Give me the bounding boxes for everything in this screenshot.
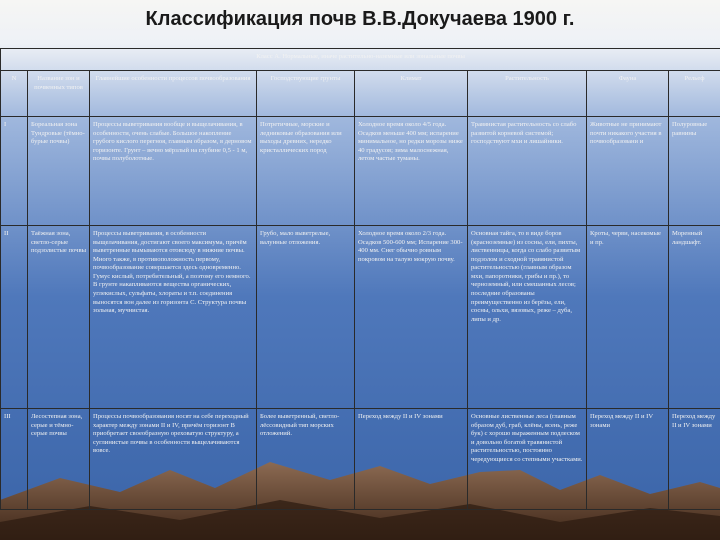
- cell-number: III: [1, 409, 28, 510]
- cell-fauna: Переход между II и IV зонами: [587, 409, 669, 510]
- cell-zone: Таёжная зона, светло-серые подзолистые почвы: [28, 226, 90, 409]
- cell-relief: Переход между II и IV зонами: [669, 409, 720, 510]
- header-zone: Название зон и почвенных типов: [28, 71, 90, 117]
- cell-grounds: Потретичные, морские и ледниковые образования или выходы древних, нередко кристаллических пород: [257, 117, 355, 226]
- table-caption: Класс А. Нормальные, иначе растительно-наземные или зональные почвы: [1, 49, 720, 71]
- cell-relief: Моренный ландшафт.: [669, 226, 720, 409]
- cell-climate: Переход между II и IV зонами: [355, 409, 468, 510]
- cell-vegetation: Основные лиственные леса (главным образом дуб, граб, клёны, ясень, реже бук) с хорошо выраженным подлеском и довольно богатой травянистой растительностью, постоянно чередующиеся со степными участками.: [468, 409, 587, 510]
- slide-title: Классификация почв В.В.Докучаева 1900 г.: [145, 8, 575, 30]
- cell-number: II: [1, 226, 28, 409]
- header-processes: Главнейшие особенности процессов почвообразования: [90, 71, 257, 117]
- table-row: [1, 409, 720, 510]
- cell-zone: Бореальная зона Тундровые (тёмно-бурые почвы): [28, 117, 90, 226]
- cell-relief: Полуровные равнины: [669, 117, 720, 226]
- header-fauna: Фауна: [587, 71, 669, 117]
- cell-processes: Процессы выветривания вообще и выщелачивания, в особенности, очень слабые. Большое накопление грубого кислого перегноя, главным образом, в дерновом горизонте. Грунт – вечно мёрзлый на глубине 0,5 - 1 м, почвы полуболотные.: [90, 117, 257, 226]
- header-number: N: [1, 71, 28, 117]
- header-climate: Климат: [355, 71, 468, 117]
- soil-classification-table: [0, 48, 720, 510]
- cell-number: I: [1, 117, 28, 226]
- table-header-row: [1, 71, 720, 117]
- header-relief: Рельеф: [669, 71, 720, 117]
- table-row: [1, 226, 720, 409]
- cell-vegetation: Травянистая растительность со слабо развитой корневой системой; господствуют мхи и лишайники.: [468, 117, 587, 226]
- header-vegetation: Растительность: [468, 71, 587, 117]
- cell-climate: Холодное время около 2/3 года. Осадков 500-600 мм; Испарение 300-400 мм. Снег обычно ровным покровом на талую мокрую почву.: [355, 226, 468, 409]
- cell-processes: Процессы почвообразования носят на себе переходный характер между зонами II и IV, причём горизонт В приобретает своеобразную ореховатую структуру, а суглинистые почвы в особенности выщелачиваются вовсе.: [90, 409, 257, 510]
- cell-fauna: Животные не принимают почти никакого участия в почвообразовани и: [587, 117, 669, 226]
- cell-grounds: Более выветренный, светло-лёссовидный тип морских отложений.: [257, 409, 355, 510]
- header-grounds: Господствующие грунты: [257, 71, 355, 117]
- cell-processes: Процессы выветривания, в особенности выщелачивания, достигают своего максимума, причём выветренные вымываются отовсюду в нижние почвы. Много также, в противоположность первому, почвообразование совершается здесь одновременно. Гумус кислый, потребительный, а поэтому его немного. В грунте накапливаются вещества органических, углекислых, сульфаты, хлораты и т.п. соединения выносятся вон далее из горизонта С. Структура почвы зольная, мучнистая.: [90, 226, 257, 409]
- cell-climate: Холодное время около 4/5 года. Осадков меньше 400 мм; испарение минимальное, но редки морозы ниже 40 градусов; зима малоснежная, летом частые туманы.: [355, 117, 468, 226]
- cell-grounds: Грубо, мало выветрелые, валунные отложения.: [257, 226, 355, 409]
- cell-zone: Лесостепная зона, серые и тёмно-серые почвы: [28, 409, 90, 510]
- cell-vegetation: Основная тайга, то в виде боров (красноземные) из сосны, ели, пихты, лиственницы, когда со слабо развитым подзолом и сходной травянистой растительностью (главным образом мхи, папоротники, грибы и пр.), то черноземный, или смешанных лесов; последние образованы преимущественно из берёзы, ели, сосны, ольхи, вязовых, реже – дуба, липы и др.: [468, 226, 587, 409]
- cell-fauna: Кроты, черви, насекомые и пр.: [587, 226, 669, 409]
- table-row: [1, 117, 720, 226]
